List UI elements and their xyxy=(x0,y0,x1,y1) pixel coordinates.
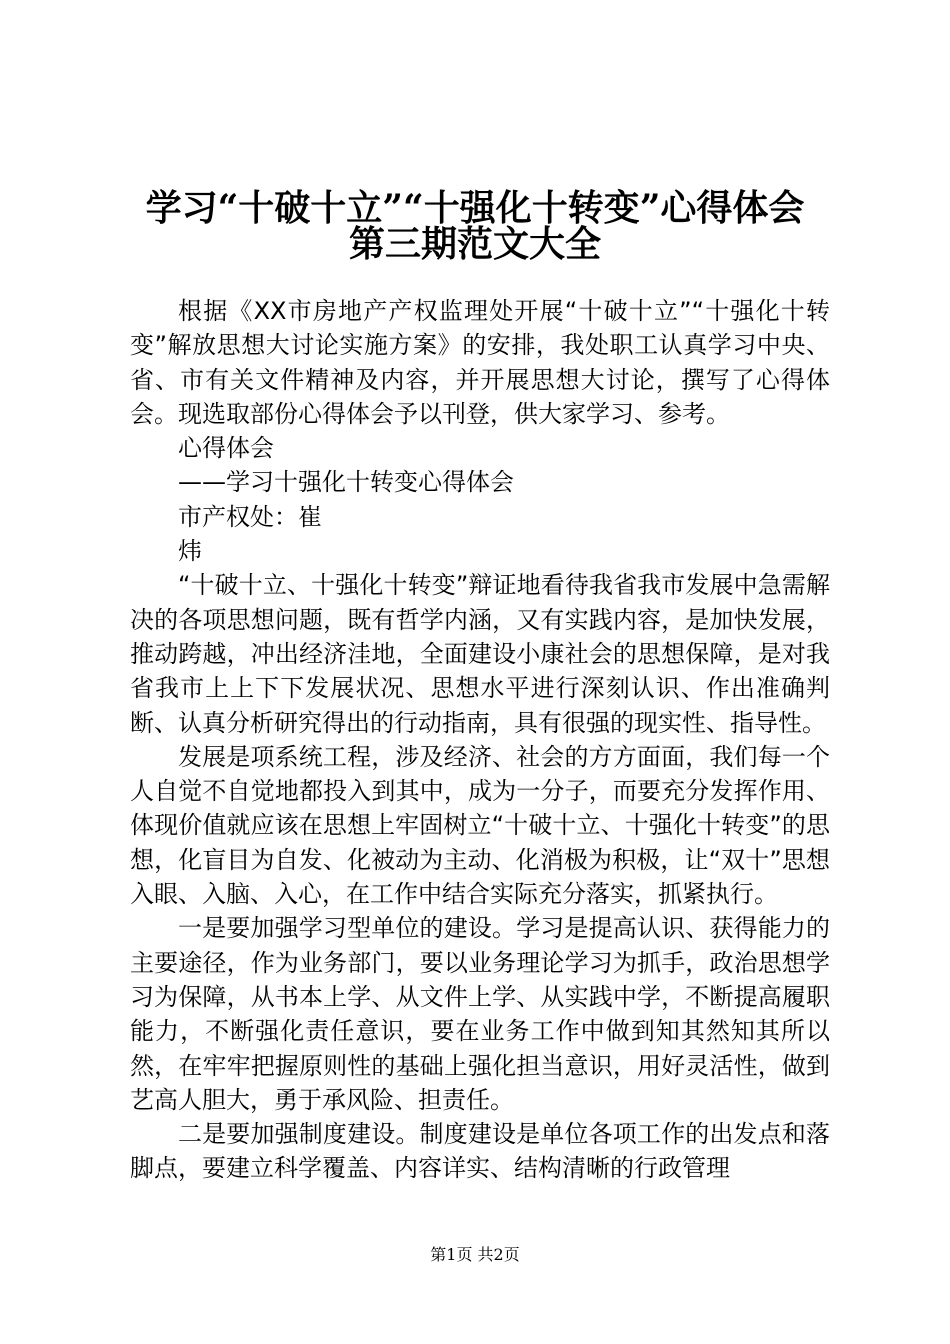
body-paragraph: 发展是项系统工程，涉及经济、社会的方方面面，我们每一个人自觉不自觉地都投入到其中，成为一分子，而要充分发挥作用、体现价值就应该在思想上牢固树立“十破十立、十强化十转变”的思想，化盲目为自发、化被动为主动、化消极为积极，让“双十”思想入眼、入脑、入心，在工作中结合实际充分落实，抓紧执行。 xyxy=(130,742,830,909)
author-unit: 市产权处：崔 xyxy=(178,502,322,531)
body-paragraph: “十破十立、十强化十转变”辩证地看待我省我市发展中急需解决的各项思想问题，既有哲学内涵，又有实践内容，是加快发展，推动跨越，冲出经济洼地，全面建设小康社会的思想保障，是对我省我市上上下下发展状况、思想水平进行深刻认识、作出准确判断、认真分析研究得出的行动指南，具有很强的现实性、指导性。 xyxy=(130,571,830,737)
body-paragraph: 二是要加强制度建设。制度建设是单位各项工作的出发点和落脚点，要建立科学覆盖、内容详实、结构清晰的行政管理 xyxy=(130,1120,830,1183)
body-paragraph: 一是要加强学习型单位的建设。学习是提高认识、获得能力的主要途径，作为业务部门，要以业务理论学习为抓手，政治思想学习为保障，从书本上学、从文件上学、从实践中学，不断提高履职能力，不断强化责任意识，要在业务工作中做到知其然知其所以然，在牢牢把握原则性的基础上强化担当意识，用好灵活性，做到艺高人胆大，勇于承风险、担责任。 xyxy=(130,914,830,1114)
author-name: 炜 xyxy=(178,537,202,566)
document-title-line2: 第三期范文大全 xyxy=(348,223,601,265)
page-footer: 第1页 共2页 xyxy=(430,1245,520,1264)
document-title-line1: 学习“十破十立”“十强化十转变”心得体会 xyxy=(145,187,805,229)
section-heading: 心得体会 xyxy=(178,434,274,463)
section-subheading: ——学习十强化十转变心得体会 xyxy=(178,468,514,497)
document-body xyxy=(130,294,830,1186)
intro-paragraph: 根据《XX市房地产产权监理处开展“十破十立”“十强化十转变”解放思想大讨论实施方案》的安排，我处职工认真学习中央、省、市有关文件精神及内容，并开展思想大讨论，撰写了心得体会。现选取部份心得体会予以刊登，供大家学习、参考。 xyxy=(130,297,830,428)
